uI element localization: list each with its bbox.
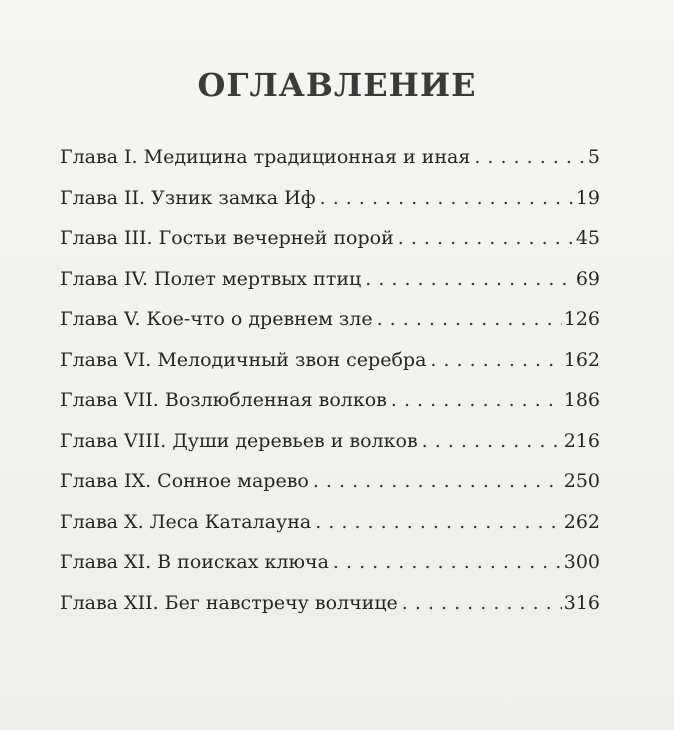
toc-dot-leader [402, 592, 562, 614]
toc-chapter-title: Глава IX. Сонное марево [60, 470, 309, 492]
toc-page-number: 250 [563, 470, 600, 492]
toc-chapter-title: Глава I. Медицина традиционная и иная [60, 146, 471, 168]
toc-dot-leader [398, 227, 574, 249]
toc-row [60, 187, 600, 228]
toc-page-number: 316 [563, 591, 600, 614]
toc-chapter-title: Глава XII. Бег навстречу волчице [60, 591, 398, 614]
toc-chapter-title: Глава II. Узник замка Иф [60, 186, 316, 209]
toc-row [60, 430, 600, 471]
toc-row [60, 389, 600, 430]
toc-dot-leader [333, 551, 562, 573]
toc-page-number: 216 [563, 429, 600, 452]
toc-row [60, 470, 600, 511]
page-title: ОГЛАВЛЕНИЕ [197, 66, 477, 104]
toc-dot-leader [430, 349, 561, 371]
toc-page-number: 300 [563, 551, 600, 573]
toc-row [60, 349, 600, 390]
toc-row [60, 146, 600, 187]
toc-dot-leader [422, 430, 562, 452]
toc-page-number: 126 [563, 308, 600, 330]
toc-row [60, 227, 600, 268]
toc-row [60, 268, 600, 309]
toc-page-number: 162 [563, 348, 600, 371]
toc-chapter-title: Глава III. Гостьи вечерней порой [60, 227, 394, 249]
toc-row [60, 308, 600, 349]
toc-chapter-title: Глава IV. Полет мертвых птиц [60, 267, 362, 290]
toc-page-number: 69 [575, 267, 600, 290]
toc-dot-leader [320, 187, 574, 209]
toc-page-number: 262 [563, 510, 600, 533]
toc-chapter-title: Глава V. Кое-что о древнем зле [60, 308, 373, 330]
toc-row [60, 511, 600, 552]
toc-dot-leader [313, 470, 562, 492]
table-of-contents [60, 146, 600, 632]
toc-chapter-title: Глава VII. Возлюбленная волков [60, 389, 387, 411]
toc-page-number: 19 [575, 186, 600, 209]
toc-chapter-title: Глава VIII. Души деревьев и волков [60, 429, 418, 452]
toc-dot-leader [391, 389, 562, 411]
toc-row [60, 592, 600, 633]
toc-dot-leader [474, 146, 586, 168]
toc-page-number: 5 [587, 146, 600, 168]
toc-dot-leader [365, 268, 574, 290]
toc-page-number: 45 [575, 227, 600, 249]
toc-chapter-title: Глава XI. В поисках ключа [60, 551, 329, 573]
toc-dot-leader [377, 308, 562, 330]
toc-page-number: 186 [563, 389, 600, 411]
toc-chapter-title: Глава X. Леса Каталауна [60, 510, 312, 533]
toc-row [60, 551, 600, 592]
toc-dot-leader [315, 511, 562, 533]
toc-chapter-title: Глава VI. Мелодичный звон серебра [60, 348, 427, 371]
